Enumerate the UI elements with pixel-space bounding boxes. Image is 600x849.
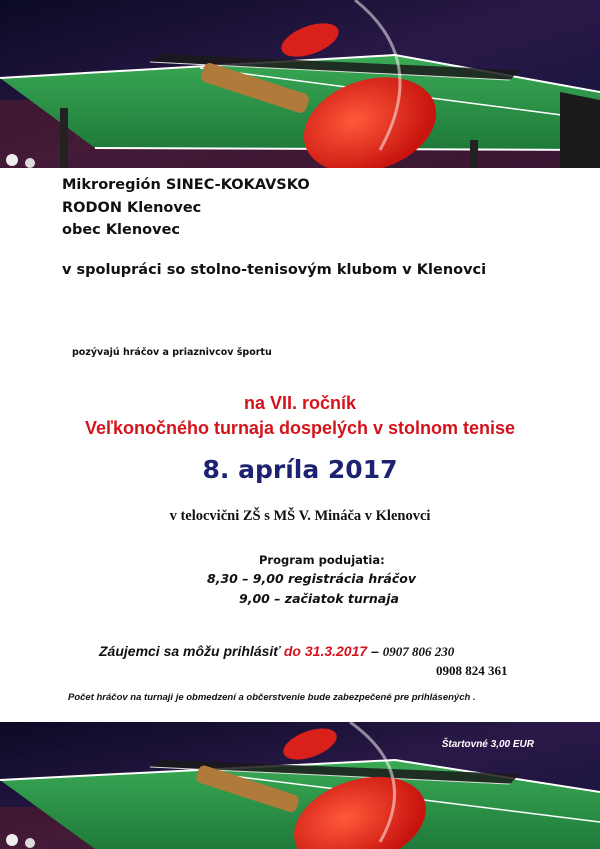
tournament-title: Veľkonočného turnaja dospelých v stolnom tenise <box>84 418 516 438</box>
phone-number: 0907 806 230 <box>382 644 455 659</box>
ping-pong-table-illustration <box>0 0 600 168</box>
program-heading: Program podujatia: <box>259 553 385 567</box>
program-item: 8,30 – 9,00 registrácia hráčov <box>207 571 417 586</box>
invite-text: pozývajú hráčov a priaznivcov športu <box>72 347 272 358</box>
program-item: 9,00 – začiatok turnaja <box>239 591 399 606</box>
entry-fee: Štartovné 3,00 EUR <box>441 739 534 750</box>
event-date: 8. apríla 2017 <box>202 455 398 484</box>
organizer-line: Mikroregión SINEC-KOKAVSKO <box>62 177 310 193</box>
edition-heading: na VII. ročník <box>243 393 357 413</box>
top-banner-image <box>0 0 600 168</box>
registration-deadline: do 31.3.2017 <box>283 643 368 659</box>
cooperation-text: v spolupráci so stolno-tenisovým klubom v Klenovci <box>62 262 487 278</box>
venue-text: v telocvični ZŠ s MŠ V. Mináča v Klenovci <box>169 508 431 524</box>
registration-separator: – <box>371 643 379 659</box>
organizer-line: obec Klenovec <box>62 222 181 238</box>
capacity-note: Počet hráčov na turnaji je obmedzení a občerstvenie bude zabezpečené pre prihlásených . <box>68 692 476 703</box>
organizer-line: RODON Klenovec <box>62 200 202 216</box>
registration-text: Záujemci sa môžu prihlásiť <box>99 643 280 659</box>
registration-line <box>99 643 454 660</box>
phone-number: 0908 824 361 <box>436 663 508 678</box>
